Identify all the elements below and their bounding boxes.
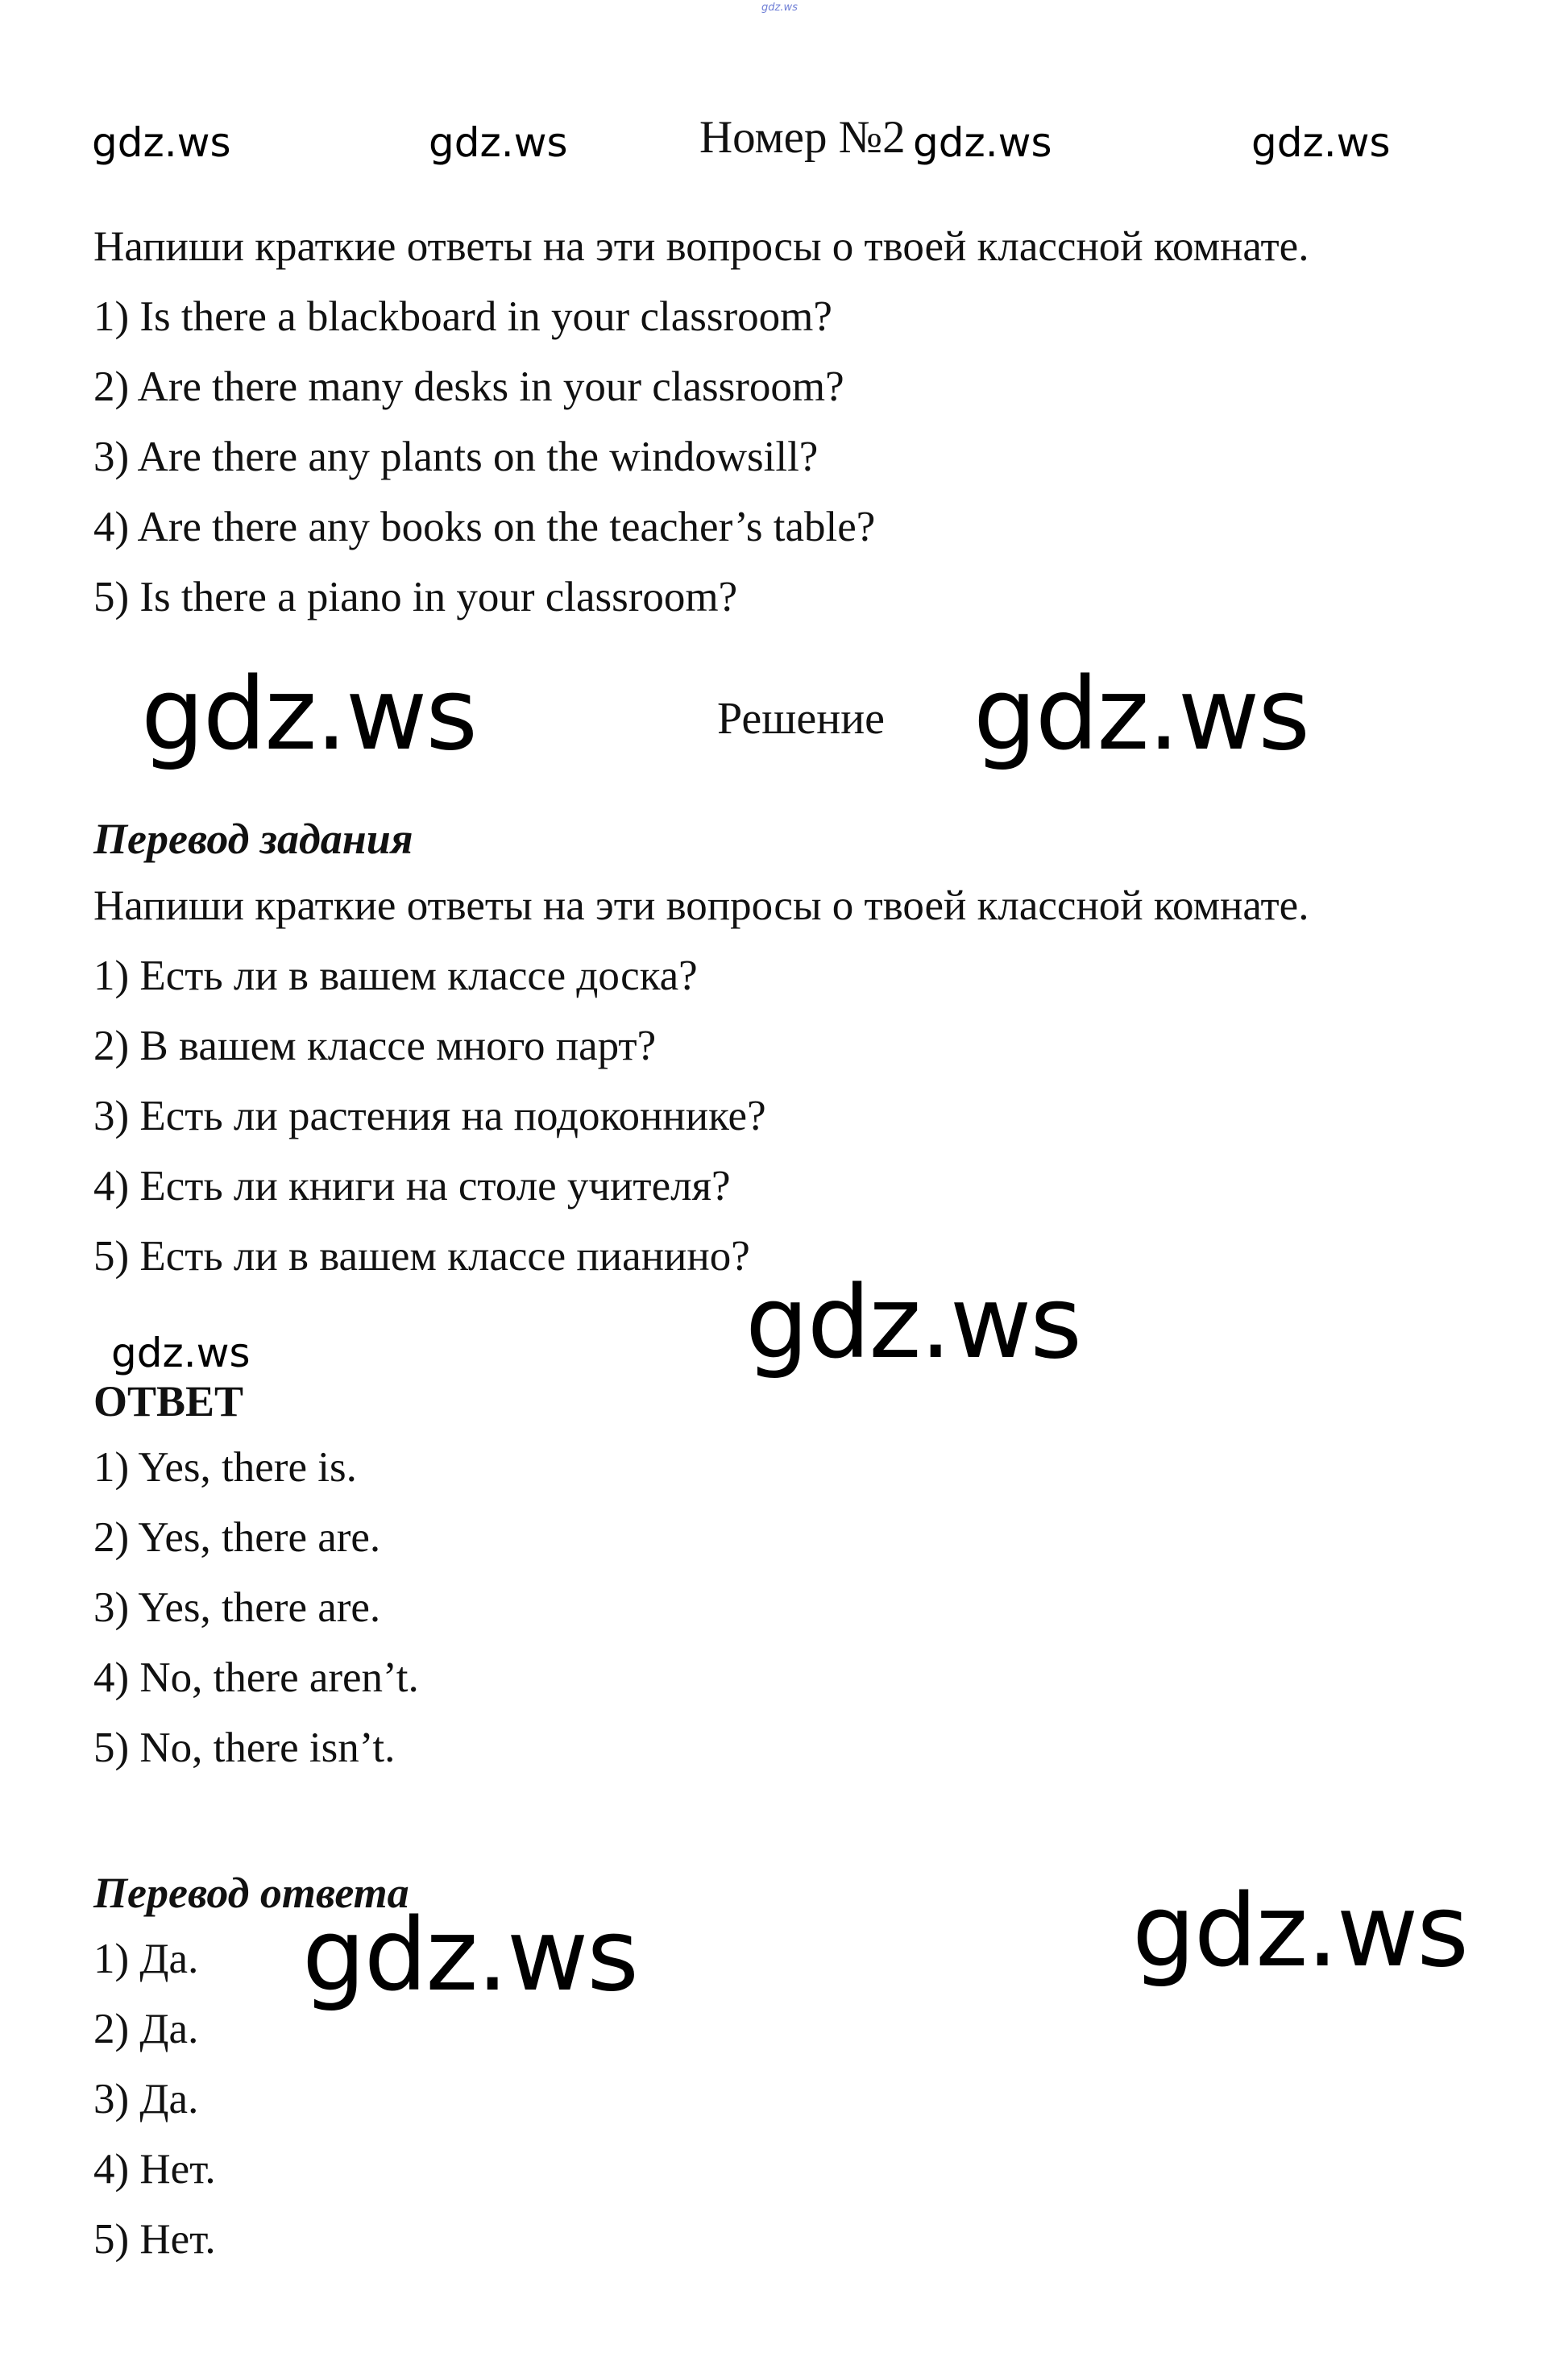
task-number-title: Номер №2 bbox=[699, 112, 906, 163]
translation-question-5: 5) Есть ли в вашем классе пианино? bbox=[93, 1233, 750, 1280]
translation-question-4: 4) Есть ли книги на столе учителя? bbox=[93, 1163, 731, 1210]
translation-task-heading: Перевод задания bbox=[93, 815, 413, 863]
task-question-5: 5) Is there a piano in your classroom? bbox=[93, 574, 738, 620]
answer-item-5: 5) No, there isn’t. bbox=[93, 1724, 396, 1771]
header-watermark-4: gdz.ws bbox=[1251, 119, 1391, 166]
task-instruction: Напиши краткие ответы на эти вопросы о твоей классной комнате. bbox=[93, 223, 1309, 270]
answer-watermark-1: gdz.ws bbox=[302, 1898, 637, 2014]
header-watermark-3: gdz.ws bbox=[913, 119, 1052, 166]
task-question-4: 4) Are there any books on the teacher’s table? bbox=[93, 504, 876, 550]
translation-question-3: 3) Есть ли растения на подоконнике? bbox=[93, 1093, 766, 1139]
translation-question-2: 2) В вашем классе много парт? bbox=[93, 1023, 657, 1069]
answer-item-2: 2) Yes, there are. bbox=[93, 1514, 381, 1561]
answer-item-1: 1) Yes, there is. bbox=[93, 1444, 357, 1491]
translation-question-1: 1) Есть ли в вашем классе доска? bbox=[93, 952, 698, 999]
mid-watermark-small: gdz.ws bbox=[111, 1330, 251, 1376]
header-watermark-2: gdz.ws bbox=[429, 119, 568, 166]
translation-answer-item-5: 5) Нет. bbox=[93, 2216, 216, 2263]
task-question-3: 3) Are there any plants on the windowsill? bbox=[93, 434, 819, 480]
top-watermark: gdz.ws bbox=[761, 2, 798, 14]
solution-watermark-1: gdz.ws bbox=[141, 657, 476, 773]
task-question-2: 2) Are there many desks in your classroom? bbox=[93, 363, 844, 410]
translation-answer-item-1: 1) Да. bbox=[93, 1936, 199, 1982]
mid-watermark-large: gdz.ws bbox=[745, 1265, 1081, 1381]
translation-answer-heading: Перевод ответа bbox=[93, 1869, 409, 1917]
task-question-1: 1) Is there a blackboard in your classroom? bbox=[93, 293, 832, 340]
solution-label: Решение bbox=[717, 694, 886, 744]
answer-item-3: 3) Yes, there are. bbox=[93, 1584, 381, 1631]
translation-task-instruction: Напиши краткие ответы на эти вопросы о твоей классной комнате. bbox=[93, 882, 1309, 929]
solution-watermark-2: gdz.ws bbox=[973, 657, 1309, 773]
translation-answer-item-4: 4) Нет. bbox=[93, 2146, 216, 2193]
answer-watermark-2: gdz.ws bbox=[1132, 1874, 1467, 1990]
translation-answer-item-3: 3) Да. bbox=[93, 2076, 199, 2123]
header-watermark-1: gdz.ws bbox=[92, 119, 231, 166]
answer-heading: ОТВЕТ bbox=[93, 1377, 244, 1425]
translation-answer-item-2: 2) Да. bbox=[93, 2006, 199, 2052]
answer-item-4: 4) No, there aren’t. bbox=[93, 1654, 419, 1701]
